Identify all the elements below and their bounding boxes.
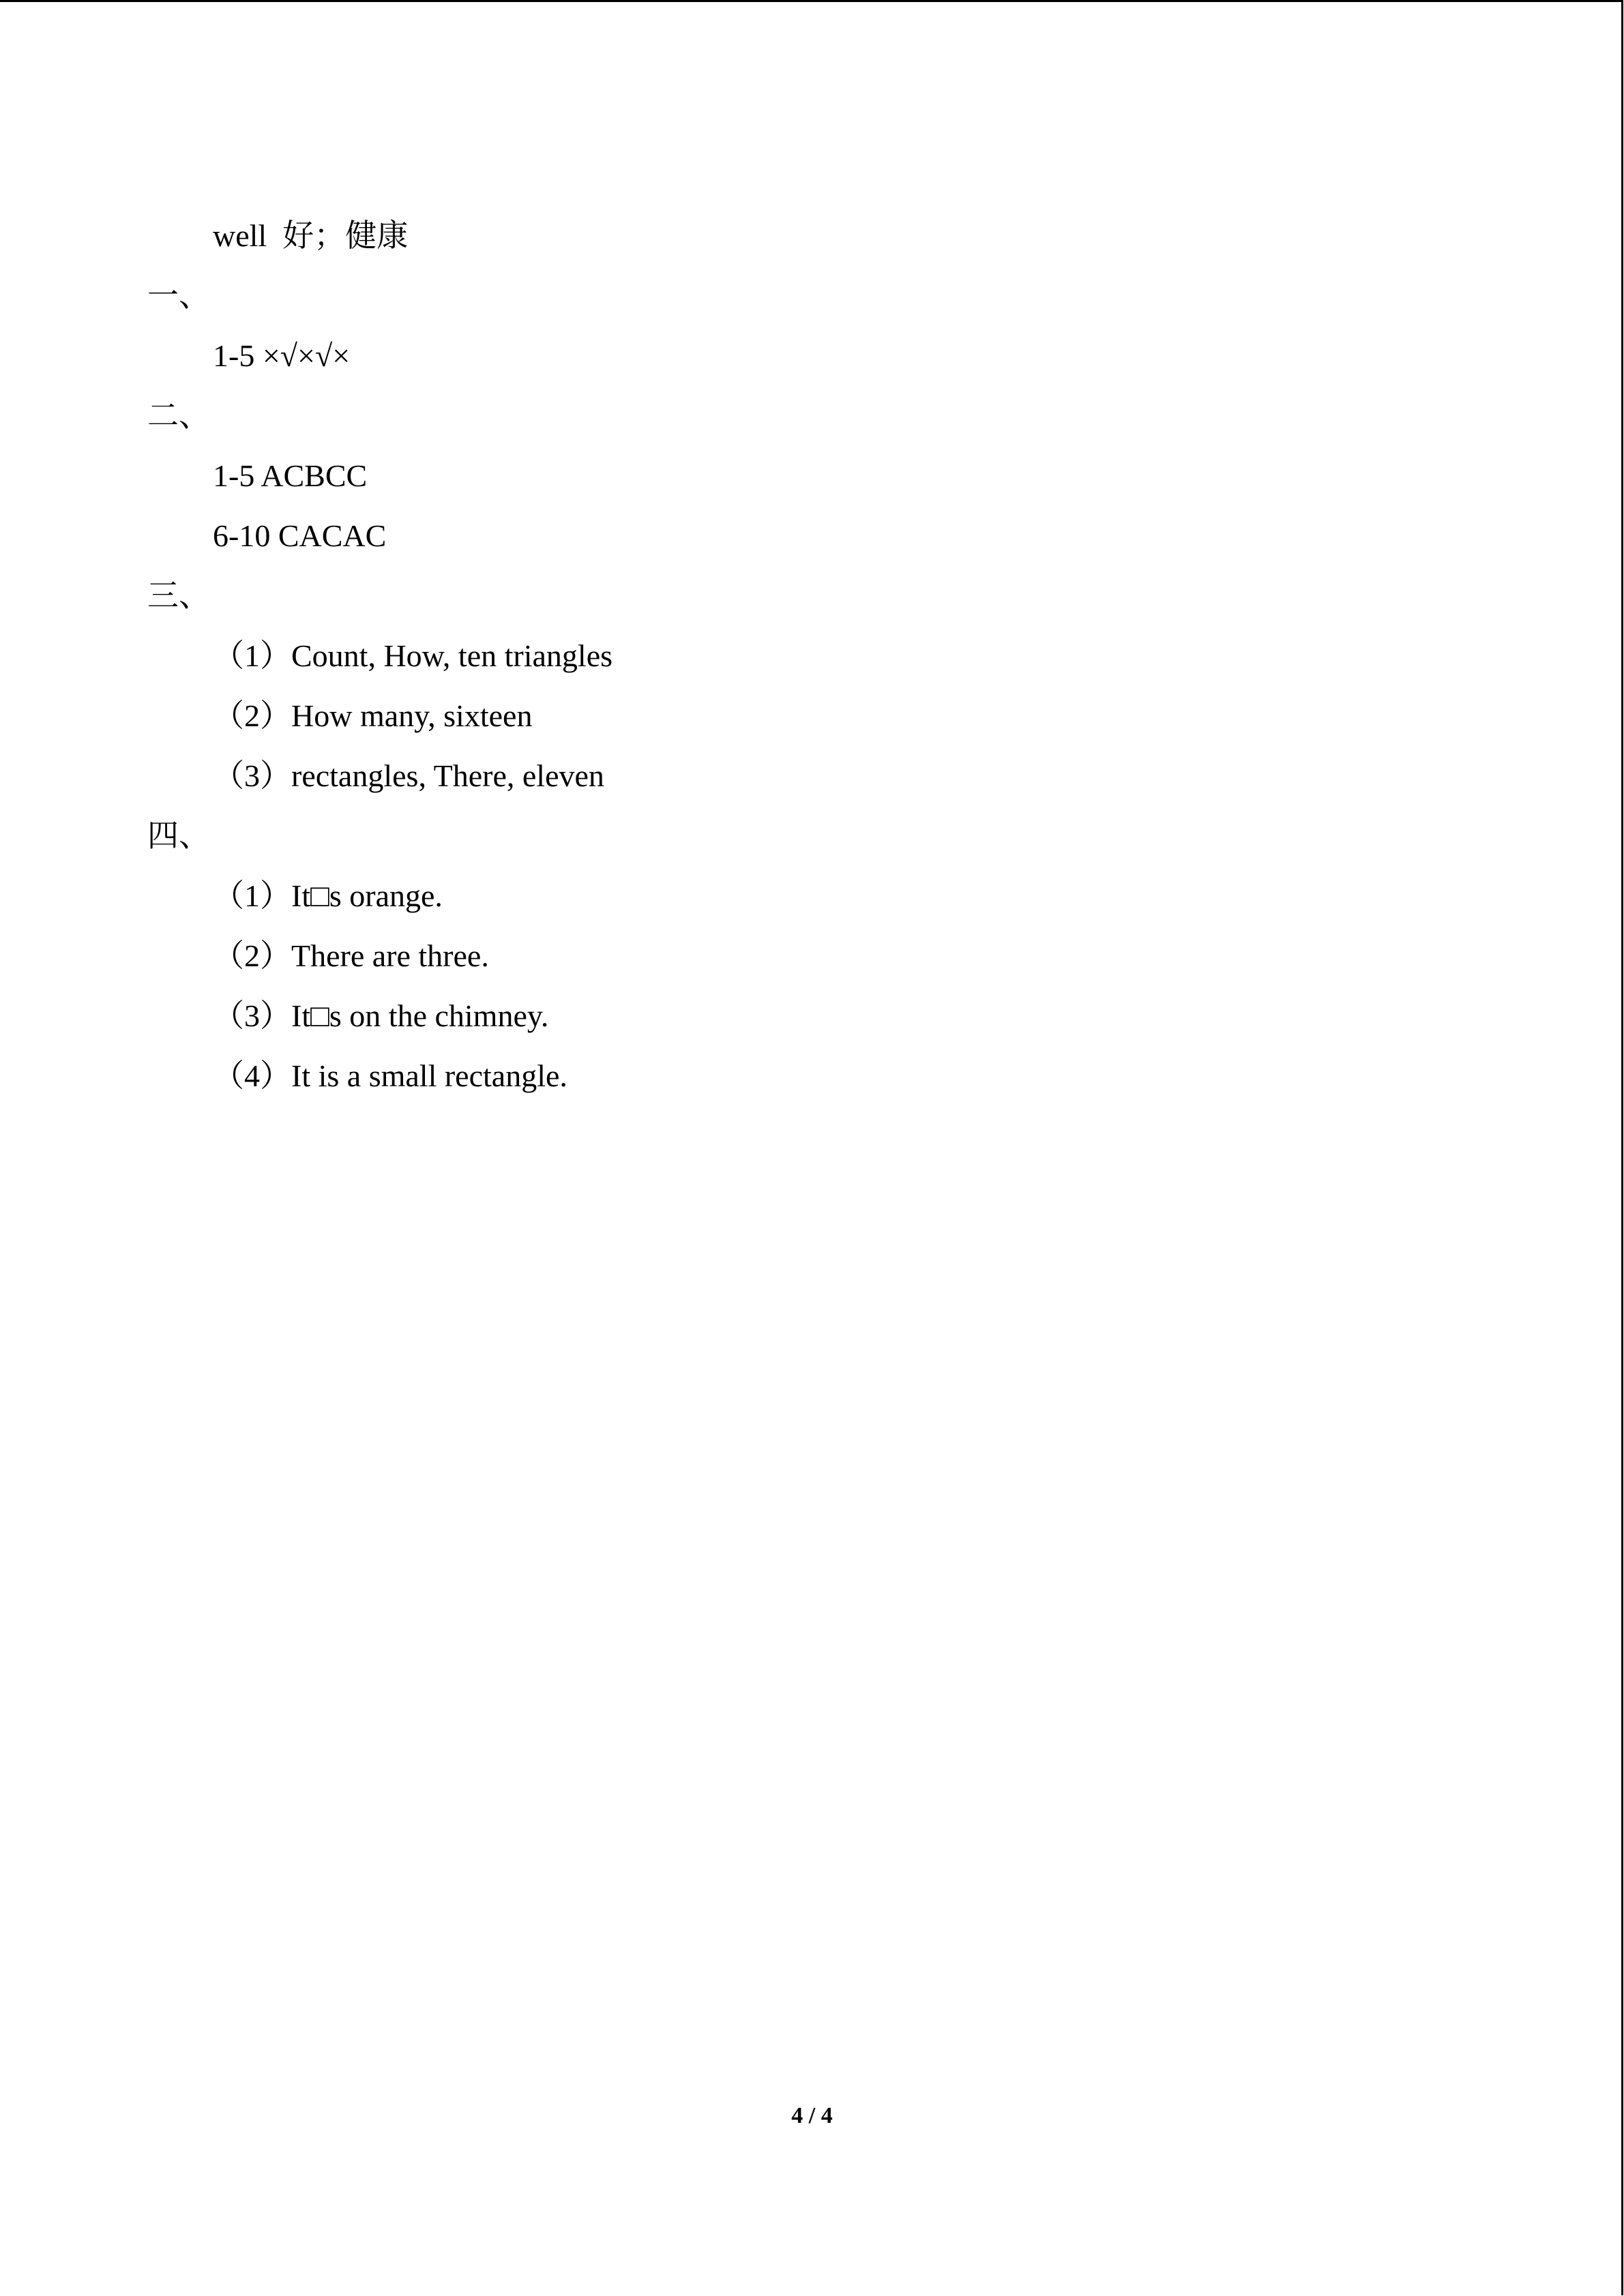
section-heading-1: 一、	[147, 278, 210, 313]
answer-line: （2）There are three.	[213, 938, 489, 973]
section-heading-3: 三、	[147, 578, 210, 613]
answer-line: 1-5 ×√×√×	[213, 338, 351, 373]
answer-line: 6-10 CACAC	[213, 518, 387, 553]
section-heading-4: 四、	[147, 818, 210, 853]
vocab-line: well 好；健康	[213, 218, 409, 253]
answer-line: （3）It□s on the chimney.	[213, 998, 549, 1033]
page-number: 4 / 4	[791, 2103, 833, 2128]
answer-line: （3）rectangles, There, eleven	[213, 758, 604, 793]
answer-line: （1）It□s orange.	[213, 878, 443, 913]
answer-line: （2）How many, sixteen	[213, 698, 533, 733]
answer-line: （4）It is a small rectangle.	[213, 1058, 567, 1093]
answer-line: 1-5 ACBCC	[213, 458, 368, 493]
answer-line: （1）Count, How, ten triangles	[213, 638, 613, 673]
section-heading-2: 二、	[147, 398, 210, 433]
